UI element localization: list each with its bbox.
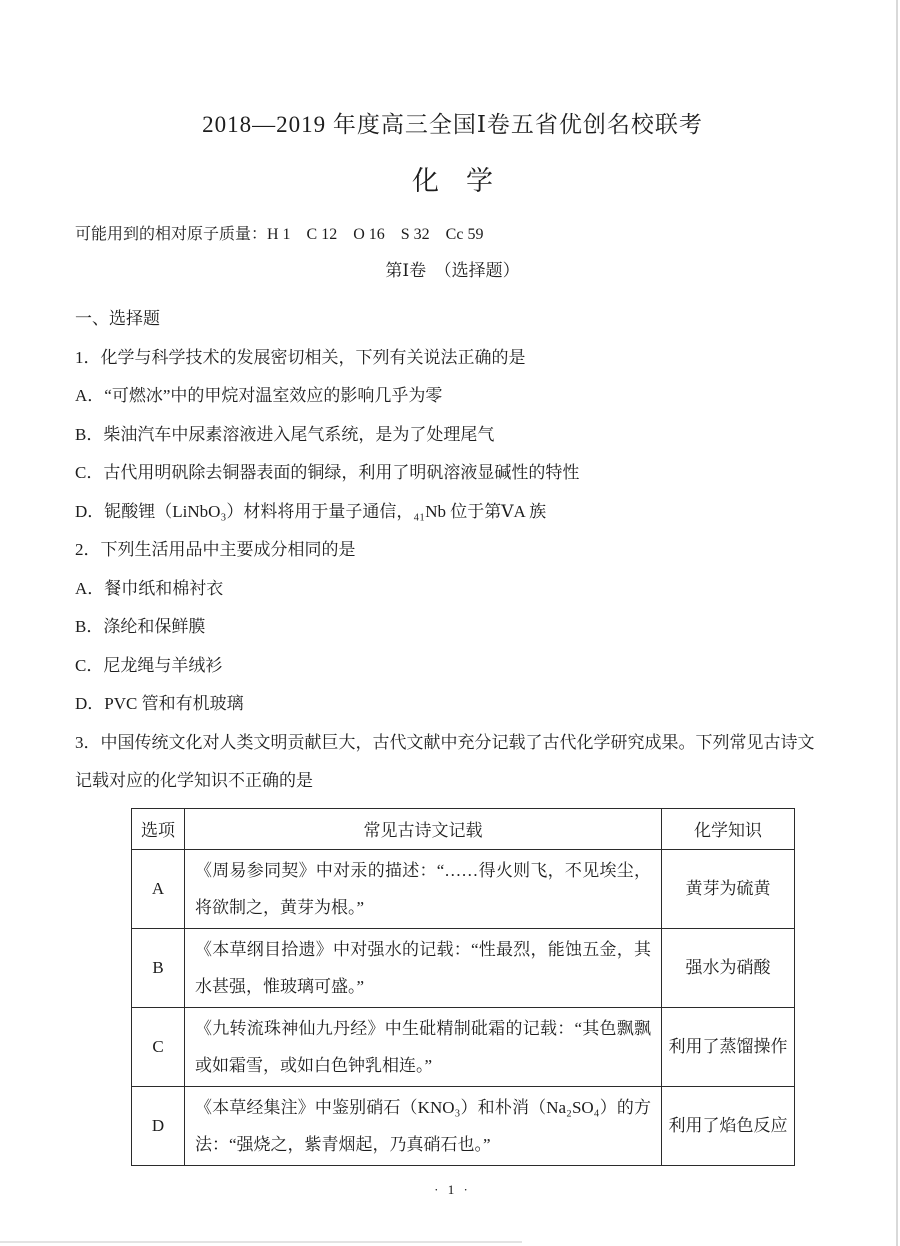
part-header: 一、选择题 xyxy=(75,309,160,328)
atomic-mass-note: 可能用到的相对原子质量：H 1 C 12 O 16 S 32 Cc 59 xyxy=(75,226,484,243)
row-c-option: C xyxy=(132,1007,185,1086)
table-header-row xyxy=(132,808,795,849)
row-b-record: 《本草纲目拾遗》中对强水的记载：“性最烈，能蚀五金，其水甚强，惟玻璃可盛。” xyxy=(185,928,662,1007)
table-row xyxy=(132,1007,795,1086)
scan-edge-bottom xyxy=(0,1241,522,1243)
row-a-knowledge: 黄芽为硫黄 xyxy=(662,849,795,928)
row-b-knowledge: 强水为硝酸 xyxy=(662,928,795,1007)
question-1-stem: 1．化学与科学技术的发展密切相关，下列有关说法正确的是 xyxy=(75,347,526,367)
question-1-option-a: A．“可燃冰”中的甲烷对温室效应的影响几乎为零 xyxy=(75,386,443,405)
question-3-stem: 3．中国传统文化对人类文明贡献巨大，古代文献中充分记载了古代化学研究成果。下列常见古诗文记载对应的化学知识不正确的是 xyxy=(75,732,815,790)
row-b-option: B xyxy=(132,928,185,1007)
scan-edge-right xyxy=(896,0,898,1246)
row-a-record: 《周易参同契》中对汞的描述：“……得火则飞，不见埃尘，将欲制之，黄芽为根。” xyxy=(185,849,662,928)
row-c-knowledge: 利用了蒸馏操作 xyxy=(662,1007,795,1086)
table-header-option: 选项 xyxy=(132,808,185,849)
row-d-option: D xyxy=(132,1086,185,1165)
page-number: · 1 · xyxy=(434,1181,471,1197)
question-2-option-c: C．尼龙绳与羊绒衫 xyxy=(75,655,223,675)
question-2-stem: 2．下列生活用品中主要成分相同的是 xyxy=(75,540,356,559)
table-row xyxy=(132,928,795,1007)
row-d-knowledge: 利用了焰色反应 xyxy=(662,1086,795,1165)
subject-title: 化 学 xyxy=(412,166,493,196)
table-header-knowledge: 化学知识 xyxy=(662,808,795,849)
table-header-record: 常见古诗文记载 xyxy=(185,808,662,849)
question-3-table xyxy=(131,808,795,1166)
table-row xyxy=(132,1086,795,1165)
question-2-option-b: B．涤纶和保鲜膜 xyxy=(75,617,206,636)
row-d-record: 《本草经集注》中鉴别硝石（KNO₃）和朴消（Na₂SO₄）的方法：“强烧之，紫青烟起，乃真硝石也。” xyxy=(185,1086,662,1165)
question-1-option-c: C．古代用明矾除去铜器表面的铜绿，利用了明矾溶液显碱性的特性 xyxy=(75,463,580,482)
row-c-record: 《九转流珠神仙九丹经》中生砒精制砒霜的记载：“其色飘飘或如霜雪，或如白色钟乳相连。” xyxy=(185,1007,662,1086)
question-2-option-a: A．餐巾纸和棉衬衣 xyxy=(75,578,224,598)
table-row xyxy=(132,849,795,928)
exam-title: 2018—2019 年度高三全国Ⅰ卷五省优创名校联考 xyxy=(202,112,703,137)
question-2-option-d: D．PVC 管和有机玻璃 xyxy=(75,694,244,713)
question-1-option-d: D．铌酸锂（LiNbO₃）材料将用于量子通信，₄₁Nb 位于第ⅤA 族 xyxy=(75,501,547,521)
section-header: 第Ⅰ卷 （选择题） xyxy=(385,261,520,280)
row-a-option: A xyxy=(132,849,185,928)
question-1-option-b: B．柴油汽车中尿素溶液进入尾气系统，是为了处理尾气 xyxy=(75,424,495,444)
